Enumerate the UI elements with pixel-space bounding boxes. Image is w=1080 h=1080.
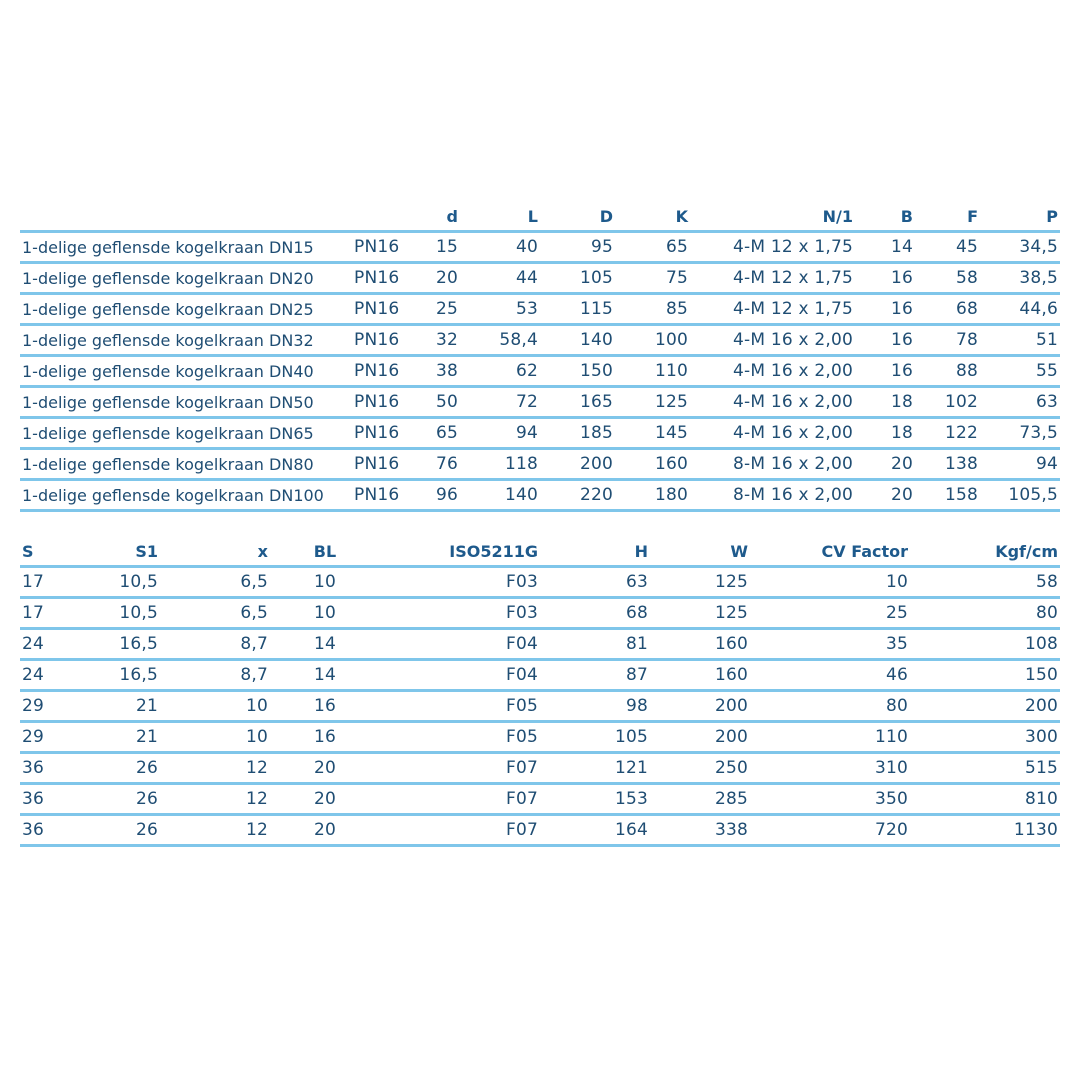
table2-cell: 250 xyxy=(650,753,750,784)
table2-cell: F07 xyxy=(380,784,540,815)
table2-cell: 81 xyxy=(540,629,650,660)
table1-cell: 85 xyxy=(615,294,690,325)
table1-cell: 1-delige geflensde kogelkraan DN50 xyxy=(20,387,352,418)
table1-cell: 16 xyxy=(855,325,915,356)
table2-cell: 26 xyxy=(60,753,160,784)
table2-cell: 24 xyxy=(20,629,60,660)
table1-cell: 140 xyxy=(460,480,540,511)
table1-cell: 25 xyxy=(410,294,460,325)
table2-cell: 160 xyxy=(650,629,750,660)
table2-cell: 12 xyxy=(160,815,270,846)
table1-cell: PN16 xyxy=(352,449,410,480)
table2-cell: 16,5 xyxy=(60,629,160,660)
table2-header xyxy=(20,537,1060,567)
table1-cell: 65 xyxy=(410,418,460,449)
table2-cell: 8,7 xyxy=(160,629,270,660)
table2-header-cell: S xyxy=(20,537,60,567)
table1-row xyxy=(20,387,1060,418)
table1-cell: 20 xyxy=(855,449,915,480)
table1-cell: 158 xyxy=(915,480,980,511)
table1-cell: 16 xyxy=(855,263,915,294)
table2-cell: F07 xyxy=(380,753,540,784)
table1-cell: 55 xyxy=(980,356,1060,387)
table1-cell: 1-delige geflensde kogelkraan DN15 xyxy=(20,232,352,263)
table1-cell: 4-M 16 x 2,00 xyxy=(690,387,855,418)
table1-cell: 1-delige geflensde kogelkraan DN20 xyxy=(20,263,352,294)
table2-header-cell: W xyxy=(650,537,750,567)
table2-cell: 98 xyxy=(540,691,650,722)
table1-cell: PN16 xyxy=(352,480,410,511)
table1-cell: 118 xyxy=(460,449,540,480)
table1-cell: 53 xyxy=(460,294,540,325)
table2-cell: F07 xyxy=(380,815,540,846)
table1-cell: 18 xyxy=(855,418,915,449)
table1-header-cell: F xyxy=(915,202,980,232)
table1-cell: 100 xyxy=(615,325,690,356)
table2-cell: 36 xyxy=(20,753,60,784)
table2-cell: 17 xyxy=(20,598,60,629)
table1-cell: 88 xyxy=(915,356,980,387)
table2-cell: 125 xyxy=(650,598,750,629)
table2-cell: 36 xyxy=(20,815,60,846)
table1-cell: 220 xyxy=(540,480,615,511)
table1-cell: 125 xyxy=(615,387,690,418)
table2-cell: 36 xyxy=(20,784,60,815)
table1-cell: PN16 xyxy=(352,356,410,387)
table2-cell: 515 xyxy=(910,753,1060,784)
table2-cell: 20 xyxy=(270,815,380,846)
table1-cell: 1-delige geflensde kogelkraan DN32 xyxy=(20,325,352,356)
table2-header-cell: x xyxy=(160,537,270,567)
table2-row xyxy=(20,784,1060,815)
table2-cell: 350 xyxy=(750,784,910,815)
table1-cell: 4-M 16 x 2,00 xyxy=(690,418,855,449)
table1-cell: 150 xyxy=(540,356,615,387)
table1-cell: 1-delige geflensde kogelkraan DN100 xyxy=(20,480,352,511)
table1-cell: 138 xyxy=(915,449,980,480)
table2-header-cell: CV Factor xyxy=(750,537,910,567)
table2-cell: 10 xyxy=(160,722,270,753)
table2-cell: 16 xyxy=(270,691,380,722)
table2-cell: 153 xyxy=(540,784,650,815)
table1-cell: 160 xyxy=(615,449,690,480)
table2-cell: 720 xyxy=(750,815,910,846)
table2-cell: 10 xyxy=(750,567,910,598)
table1-cell: 94 xyxy=(460,418,540,449)
table1-cell: 96 xyxy=(410,480,460,511)
table1-cell: PN16 xyxy=(352,263,410,294)
table1-cell: 4-M 16 x 2,00 xyxy=(690,356,855,387)
table1-cell: 75 xyxy=(615,263,690,294)
table1-cell: 1-delige geflensde kogelkraan DN80 xyxy=(20,449,352,480)
table2-row xyxy=(20,660,1060,691)
table1-cell: 73,5 xyxy=(980,418,1060,449)
table2-cell: 10 xyxy=(270,567,380,598)
table1-row xyxy=(20,449,1060,480)
table2-header-cell: Kgf/cm xyxy=(910,537,1060,567)
table2-header-cell: H xyxy=(540,537,650,567)
table1-cell: 38,5 xyxy=(980,263,1060,294)
table2-cell: 12 xyxy=(160,784,270,815)
table1-row xyxy=(20,356,1060,387)
table2-row xyxy=(20,598,1060,629)
table1-cell: 115 xyxy=(540,294,615,325)
table1-cell: 40 xyxy=(460,232,540,263)
table1-cell: 8-M 16 x 2,00 xyxy=(690,480,855,511)
table2-cell: 26 xyxy=(60,815,160,846)
table2-cell: 338 xyxy=(650,815,750,846)
table1-cell: 44,6 xyxy=(980,294,1060,325)
table2-cell: 80 xyxy=(750,691,910,722)
table1-header-cell xyxy=(352,202,410,232)
table2-cell: 58 xyxy=(910,567,1060,598)
table2-cell: 6,5 xyxy=(160,567,270,598)
table1-header-cell: d xyxy=(410,202,460,232)
table2-cell: 310 xyxy=(750,753,910,784)
table1-cell: 95 xyxy=(540,232,615,263)
table2-cell: 80 xyxy=(910,598,1060,629)
table2-cell: 164 xyxy=(540,815,650,846)
table1-cell: 110 xyxy=(615,356,690,387)
table1-header-cell: B xyxy=(855,202,915,232)
table1-cell: 20 xyxy=(855,480,915,511)
table2-cell: 110 xyxy=(750,722,910,753)
table2-row xyxy=(20,722,1060,753)
table1-cell: 180 xyxy=(615,480,690,511)
table2-cell: 125 xyxy=(650,567,750,598)
table2-cell: 46 xyxy=(750,660,910,691)
table2-row xyxy=(20,815,1060,846)
table2-cell: 24 xyxy=(20,660,60,691)
table1-row xyxy=(20,480,1060,511)
table1-cell: PN16 xyxy=(352,325,410,356)
table2-cell: 14 xyxy=(270,660,380,691)
table2-cell: 29 xyxy=(20,722,60,753)
table1-row xyxy=(20,294,1060,325)
table2-row xyxy=(20,753,1060,784)
table2-cell: 108 xyxy=(910,629,1060,660)
table2-cell: F04 xyxy=(380,660,540,691)
table1-header-cell: P xyxy=(980,202,1060,232)
table1-cell: 105 xyxy=(540,263,615,294)
table1-cell: 4-M 12 x 1,75 xyxy=(690,263,855,294)
table2-cell: 160 xyxy=(650,660,750,691)
table1-cell: 58,4 xyxy=(460,325,540,356)
table1-body xyxy=(20,232,1060,511)
table1-cell: 78 xyxy=(915,325,980,356)
table1-cell: 15 xyxy=(410,232,460,263)
table1-cell: 4-M 16 x 2,00 xyxy=(690,325,855,356)
table1-cell: 1-delige geflensde kogelkraan DN65 xyxy=(20,418,352,449)
table2-cell: 20 xyxy=(270,784,380,815)
table2-cell: 200 xyxy=(650,722,750,753)
table2-cell: 10,5 xyxy=(60,567,160,598)
table1-header-cell: K xyxy=(615,202,690,232)
table2-cell: 1130 xyxy=(910,815,1060,846)
table1-cell: PN16 xyxy=(352,294,410,325)
table2-body xyxy=(20,567,1060,846)
table2-cell: 14 xyxy=(270,629,380,660)
table1-cell: 185 xyxy=(540,418,615,449)
table1-cell: 4-M 12 x 1,75 xyxy=(690,294,855,325)
table2-cell: F03 xyxy=(380,598,540,629)
table1-cell: 145 xyxy=(615,418,690,449)
table2-cell: 285 xyxy=(650,784,750,815)
table1-cell: 76 xyxy=(410,449,460,480)
table1-cell: 94 xyxy=(980,449,1060,480)
table1-cell: 1-delige geflensde kogelkraan DN40 xyxy=(20,356,352,387)
table1-header-cell: D xyxy=(540,202,615,232)
table2-cell: 16,5 xyxy=(60,660,160,691)
table2-header-cell: BL xyxy=(270,537,380,567)
table1-cell: 4-M 12 x 1,75 xyxy=(690,232,855,263)
table2-header-cell: ISO5211G xyxy=(380,537,540,567)
table2-cell: 6,5 xyxy=(160,598,270,629)
table1-header-row xyxy=(20,202,1060,232)
table1-cell: 58 xyxy=(915,263,980,294)
table1-cell: 16 xyxy=(855,294,915,325)
table2-cell: 21 xyxy=(60,722,160,753)
table1-cell: 62 xyxy=(460,356,540,387)
valve-specs-table xyxy=(20,537,1060,847)
table2-cell: 21 xyxy=(60,691,160,722)
table1-cell: 45 xyxy=(915,232,980,263)
table1-cell: 20 xyxy=(410,263,460,294)
table2-cell: 20 xyxy=(270,753,380,784)
table2-cell: F05 xyxy=(380,722,540,753)
table2-cell: 87 xyxy=(540,660,650,691)
table1-cell: 122 xyxy=(915,418,980,449)
table2-cell: 10 xyxy=(270,598,380,629)
table1-cell: 38 xyxy=(410,356,460,387)
table2-cell: F03 xyxy=(380,567,540,598)
table1-cell: 72 xyxy=(460,387,540,418)
table2-cell: 10 xyxy=(160,691,270,722)
table2-cell: 150 xyxy=(910,660,1060,691)
table2-row xyxy=(20,567,1060,598)
table2-row xyxy=(20,691,1060,722)
table1-cell: PN16 xyxy=(352,232,410,263)
table1-cell: 65 xyxy=(615,232,690,263)
table2-cell: 300 xyxy=(910,722,1060,753)
table1-cell: 16 xyxy=(855,356,915,387)
table1-cell: 50 xyxy=(410,387,460,418)
table1-cell: 200 xyxy=(540,449,615,480)
table1-cell: 105,5 xyxy=(980,480,1060,511)
table2-cell: 200 xyxy=(910,691,1060,722)
table2-cell: 10,5 xyxy=(60,598,160,629)
table1-header xyxy=(20,202,1060,232)
table1-cell: 8-M 16 x 2,00 xyxy=(690,449,855,480)
table2-header-cell: S1 xyxy=(60,537,160,567)
table2-cell: 810 xyxy=(910,784,1060,815)
valve-dimensions-table xyxy=(20,202,1060,512)
table2-cell: 35 xyxy=(750,629,910,660)
table2-cell: F05 xyxy=(380,691,540,722)
table2-cell: 17 xyxy=(20,567,60,598)
table2-row xyxy=(20,629,1060,660)
table1-header-cell: L xyxy=(460,202,540,232)
table2-cell: 12 xyxy=(160,753,270,784)
table1-cell: 32 xyxy=(410,325,460,356)
table1-cell: 68 xyxy=(915,294,980,325)
table1-header-cell: N/1 xyxy=(690,202,855,232)
table1-cell: 102 xyxy=(915,387,980,418)
table2-cell: 200 xyxy=(650,691,750,722)
table1-cell: 51 xyxy=(980,325,1060,356)
table2-cell: 68 xyxy=(540,598,650,629)
table2-cell: 25 xyxy=(750,598,910,629)
table2-cell: F04 xyxy=(380,629,540,660)
table1-header-cell xyxy=(20,202,352,232)
table2-header-row xyxy=(20,537,1060,567)
table1-cell: 63 xyxy=(980,387,1060,418)
table1-cell: PN16 xyxy=(352,387,410,418)
table2-cell: 63 xyxy=(540,567,650,598)
table1-row xyxy=(20,325,1060,356)
table2-cell: 26 xyxy=(60,784,160,815)
table2-cell: 16 xyxy=(270,722,380,753)
table1-cell: PN16 xyxy=(352,418,410,449)
table1-cell: 165 xyxy=(540,387,615,418)
table1-cell: 34,5 xyxy=(980,232,1060,263)
table1-cell: 140 xyxy=(540,325,615,356)
table2-cell: 29 xyxy=(20,691,60,722)
table1-row xyxy=(20,263,1060,294)
table1-row xyxy=(20,418,1060,449)
table1-cell: 1-delige geflensde kogelkraan DN25 xyxy=(20,294,352,325)
table1-cell: 44 xyxy=(460,263,540,294)
table2-cell: 105 xyxy=(540,722,650,753)
table2-cell: 8,7 xyxy=(160,660,270,691)
table2-cell: 121 xyxy=(540,753,650,784)
table1-row xyxy=(20,232,1060,263)
table1-cell: 14 xyxy=(855,232,915,263)
table1-cell: 18 xyxy=(855,387,915,418)
